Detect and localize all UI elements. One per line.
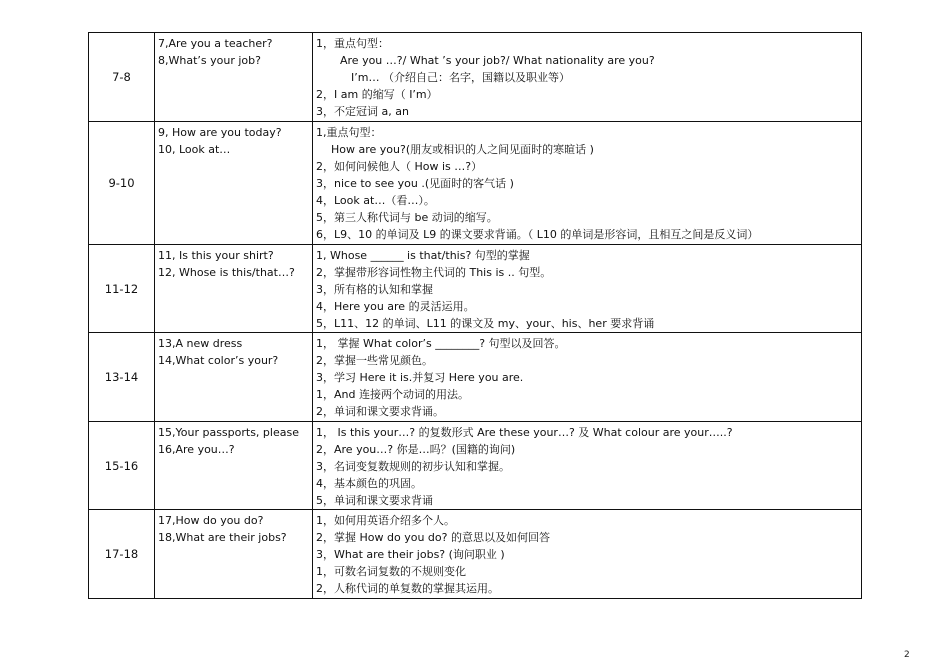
note-line: 3，所有格的认知和掌握 — [316, 283, 433, 296]
note-line: 3，不定冠词 a, an — [316, 105, 409, 118]
lesson-notes — [313, 422, 862, 510]
note-line: 5，单词和课文要求背诵 — [316, 494, 433, 507]
lesson-title: 10, Look at… — [158, 143, 231, 156]
note-line: I’m… （介绍自己：名字，国籍以及职业等） — [351, 71, 570, 84]
lesson-notes — [313, 122, 862, 245]
lesson-notes — [313, 245, 862, 333]
note-line: 2，I am 的缩写（ I’m） — [316, 88, 438, 101]
note-line: 4，基本颜色的巩固。 — [316, 477, 422, 490]
lesson-range: 15-16 — [89, 422, 155, 510]
lesson-row-7-8 — [89, 33, 862, 122]
note-line: 2，掌握 How do you do? 的意思以及如何回答 — [316, 531, 550, 544]
note-line: 1， 掌握 What color’s ________? 句型以及回答。 — [316, 337, 566, 350]
lesson-titles — [155, 333, 313, 422]
lesson-row-13-14 — [89, 333, 862, 422]
lesson-row-11-12 — [89, 245, 862, 333]
lesson-title: 16,Are you…? — [158, 443, 235, 456]
note-line: 3，nice to see you .(见面时的客气话 ) — [316, 177, 514, 190]
lesson-row-17-18 — [89, 510, 862, 599]
lesson-title: 8,What’s your job? — [158, 54, 261, 67]
lesson-range: 9-10 — [89, 122, 155, 245]
note-line: 1，重点句型： — [316, 37, 389, 50]
lesson-title: 7,Are you a teacher? — [158, 37, 273, 50]
note-line: 1, Whose ______ is that/this? 句型的掌握 — [316, 249, 530, 262]
lesson-range: 7-8 — [89, 33, 155, 122]
note-line: 2，Are you…? 你是…吗？(国籍的询问) — [316, 443, 516, 456]
lesson-title: 14,What color’s your? — [158, 354, 279, 367]
note-line: 1，如何用英语介绍多个人。 — [316, 514, 455, 527]
note-line: 1,重点句型： — [316, 126, 382, 139]
lesson-table — [88, 32, 862, 599]
lesson-title: 12, Whose is this/that…? — [158, 266, 295, 279]
lesson-row-9-10 — [89, 122, 862, 245]
note-line: 4，Here you are 的灵活运用。 — [316, 300, 475, 313]
lesson-range: 11-12 — [89, 245, 155, 333]
lesson-title: 18,What are their jobs? — [158, 531, 287, 544]
lesson-titles — [155, 33, 313, 122]
note-line: 1，And 连接两个动词的用法。 — [316, 388, 469, 401]
lesson-title: 15,Your passports, please — [158, 426, 299, 439]
note-line: 1，可数名词复数的不规则变化 — [316, 565, 466, 578]
page-number: 2 — [904, 650, 910, 660]
lesson-titles — [155, 245, 313, 333]
note-line: 3，What are their jobs? (询问职业 ) — [316, 548, 505, 561]
note-line: 1， Is this your…? 的复数形式 Are these your…? 及 What colour are your…..? — [316, 426, 733, 439]
lesson-notes — [313, 333, 862, 422]
lesson-title: 11, Is this your shirt? — [158, 249, 274, 262]
note-line: How are you?(朋友或相识的人之间见面时的寒暄话 ) — [331, 143, 594, 156]
note-line: 3，学习 Here it is.并复习 Here you are. — [316, 371, 524, 384]
lesson-notes — [313, 510, 862, 599]
note-line: Are you …?/ What ’s your job?/ What nationality are you? — [340, 54, 655, 67]
note-line: 2，掌握带形容词性物主代词的 This is .. 句型。 — [316, 266, 552, 279]
lesson-titles — [155, 510, 313, 599]
note-line: 3，名词变复数规则的初步认知和掌握。 — [316, 460, 510, 473]
lesson-title: 17,How do you do? — [158, 514, 264, 527]
note-line: 2，人称代词的单复数的掌握其运用。 — [316, 582, 499, 595]
note-line: 5，第三人称代词与 be 动词的缩写。 — [316, 211, 498, 224]
note-line: 4，Look at…（看…）。 — [316, 194, 435, 207]
lesson-title: 9, How are you today? — [158, 126, 282, 139]
lesson-title: 13,A new dress — [158, 337, 243, 350]
note-line: 2，掌握一些常见颜色。 — [316, 354, 433, 367]
lesson-row-15-16 — [89, 422, 862, 510]
lesson-range: 17-18 — [89, 510, 155, 599]
lesson-titles — [155, 422, 313, 510]
note-line: 5，L11、12 的单词、L11 的课文及 my、your、his、her 要求背诵 — [316, 317, 655, 330]
lesson-titles — [155, 122, 313, 245]
lesson-range: 13-14 — [89, 333, 155, 422]
note-line: 2，单词和课文要求背诵。 — [316, 405, 444, 418]
note-line: 6，L9、10 的单词及 L9 的课文要求背诵。（ L10 的单词是形容词，且相互之间是反义词） — [316, 228, 759, 241]
lesson-notes — [313, 33, 862, 122]
note-line: 2，如何问候他人（ How is …?） — [316, 160, 483, 173]
